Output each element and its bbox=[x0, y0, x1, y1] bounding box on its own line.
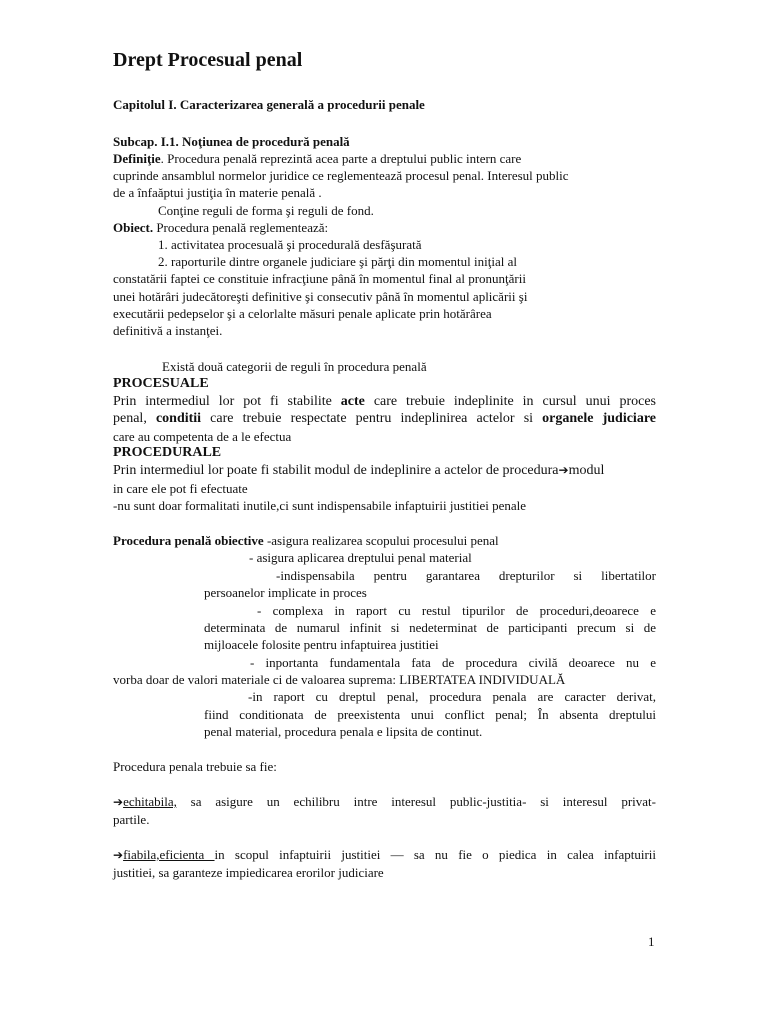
obiective-line-1: Procedura penală obiective -asigura realizarea scopului procesului penal bbox=[113, 533, 499, 548]
chapter-heading: Capitolul I. Caracterizarea generală a procedurii penale bbox=[113, 97, 425, 112]
obiective-line-6: determinata de numarul infinit si nedeterminat de participanti precum si de bbox=[204, 620, 656, 635]
fiabila-line-2: justitiei, sa garanteze impiedicarea erorilor judiciare bbox=[113, 865, 384, 880]
obiective-line-7: mijloacele folosite pentru infaptuirea justitiei bbox=[204, 637, 439, 652]
categories-intro: Există două categorii de reguli în procedura penală bbox=[162, 359, 427, 374]
definition-line-2: cuprinde ansamblul normelor juridice ce reglementează procesul penal. Interesul public bbox=[113, 168, 569, 183]
procesuale-line-2: penal, conditii care trebuie respectate pentru indeplinirea actelor si organele judiciare bbox=[113, 411, 656, 426]
echitabila-line-1: ➔echitabila, sa asigure un echilibru intre interesul public-justitia- si interesul privat- bbox=[113, 794, 656, 809]
obiect-line-5: executării pedepselor şi a celorlalte măsuri penale aplicate prin hotărârea bbox=[113, 306, 492, 321]
obiective-line-11: fiind conditionata de preexistenta unui conflict penal; În absenta dreptului bbox=[204, 707, 656, 722]
procedurale-line-3: -nu sunt doar formalitati inutile,ci sunt indispensabile infaptuirii justitiei penale bbox=[113, 498, 527, 513]
obiective-line-4: persoanelor implicate in proces bbox=[204, 585, 367, 600]
obiective-line-2: - asigura aplicarea dreptului penal material bbox=[249, 550, 472, 565]
document-title: Drept Procesual penal bbox=[113, 49, 303, 71]
procesuale-line-3: care au competenta de a le efectua bbox=[113, 429, 292, 444]
obiective-line-5: - complexa in raport cu restul tipurilor de proceduri,deoarece e bbox=[257, 603, 656, 618]
definition-label: Definiţie bbox=[113, 151, 161, 166]
procedurale-line-1: Prin intermediul lor poate fi stabilit modul de indeplinire a actelor de procedura➔modul bbox=[113, 463, 605, 478]
obiect-line-6: definitivă a instanţei. bbox=[113, 323, 223, 338]
procedurale-heading: PROCEDURALE bbox=[113, 445, 222, 460]
definition-line-4: Conţine reguli de forma şi reguli de fond. bbox=[158, 203, 374, 218]
arrow-right-icon: ➔ bbox=[113, 795, 124, 809]
obiect-label: Obiect. bbox=[113, 220, 154, 235]
definition-line-1: Definiţie. Procedura penală reprezintă acea parte a dreptului public intern care bbox=[113, 151, 522, 166]
arrow-right-icon: ➔ bbox=[558, 463, 569, 477]
procesuale-line-1: Prin intermediul lor pot fi stabilite acte care trebuie indeplinite in cursul unui proces bbox=[113, 394, 656, 409]
requirements-intro: Procedura penala trebuie sa fie: bbox=[113, 759, 277, 774]
obiective-line-3: -indispensabila pentru garantarea drepturilor si libertatilor bbox=[276, 568, 656, 583]
obiect-line-1: Obiect. Procedura penală reglementează: bbox=[113, 220, 329, 235]
obiect-item-2: 2. raporturile dintre organele judiciare şi părţi din momentul iniţial al bbox=[158, 254, 517, 269]
obiective-label: Procedura penală obiective bbox=[113, 533, 264, 548]
obiect-item-1: 1. activitatea procesuală şi procedurală desfăşurată bbox=[158, 237, 422, 252]
fiabila-line-1: ➔fiabila,eficienta in scopul infaptuirii justitiei — sa nu fie o piedica in calea infaptuirii bbox=[113, 847, 657, 862]
arrow-right-icon: ➔ bbox=[113, 848, 124, 862]
definition-line-3: de a înfaăptui justiţia în materie penală . bbox=[113, 185, 322, 200]
obiective-line-10: -in raport cu dreptul penal, procedura penala are caracter derivat, bbox=[248, 689, 656, 704]
procedurale-line-2: in care ele pot fi efectuate bbox=[113, 481, 248, 496]
obiective-line-12: penal material, procedura penala e lipsita de continut. bbox=[204, 724, 483, 739]
subchapter-heading: Subcap. I.1. Noţiunea de procedură penală bbox=[113, 134, 350, 149]
echitabila-line-2: partile. bbox=[113, 812, 150, 827]
page-number: 1 bbox=[648, 934, 655, 949]
obiective-line-8: - inportanta fundamentala fata de procedura civilă deoarece nu e bbox=[250, 655, 656, 670]
obiect-line-3: constatării faptei ce constituie infracţiune până în momentul final al pronunţării bbox=[113, 271, 526, 286]
procesuale-heading: PROCESUALE bbox=[113, 376, 209, 391]
obiective-line-9: vorba doar de valori materiale ci de valoarea suprema: LIBERTATEA INDIVIDUALĂ bbox=[113, 672, 566, 687]
obiect-line-4: unei hotărâri judecătoreşti definitive şi consecutiv până în momentul aplicării şi bbox=[113, 289, 528, 304]
